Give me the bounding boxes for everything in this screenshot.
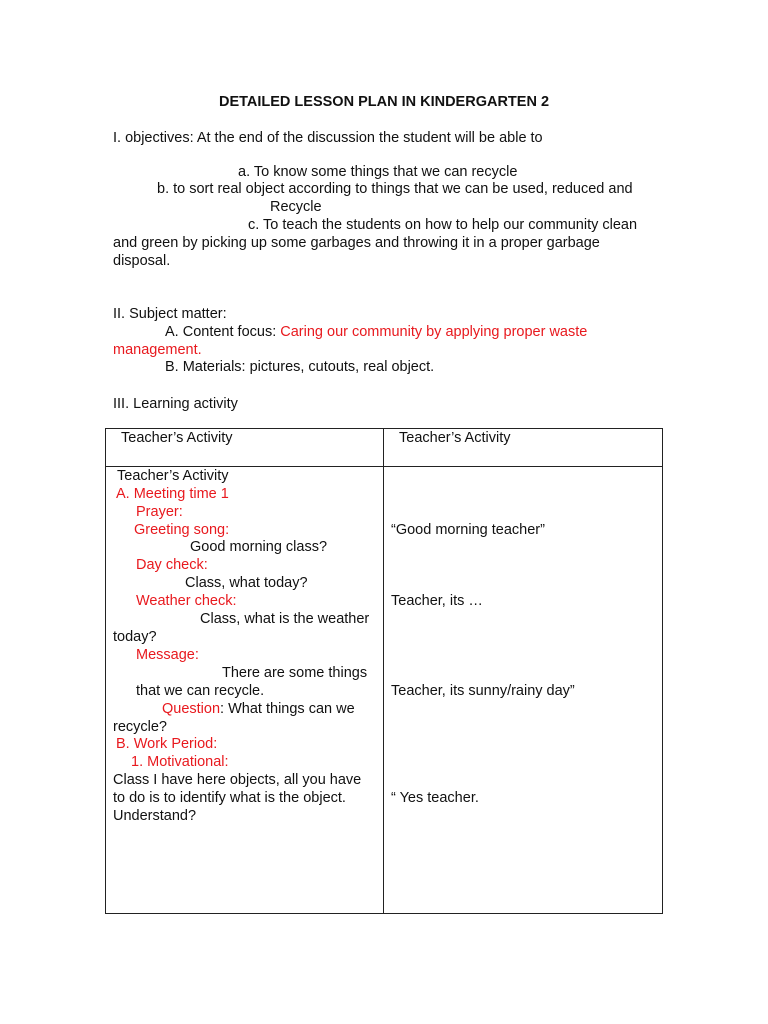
motivational-line1: Class I have here objects, all you have	[113, 772, 362, 788]
materials: B. Materials: pictures, cutouts, real object.	[165, 359, 435, 375]
objectives-intro: I. objectives: At the end of the discussion the student will be able to	[113, 130, 543, 146]
objective-c-line1: c. To teach the students on how to help our community clean	[248, 217, 638, 233]
motivational-line3: Understand?	[113, 808, 197, 824]
learning-activity-table	[105, 428, 663, 914]
pupil-response-cell	[384, 467, 663, 914]
meeting-time-heading: A. Meeting time 1	[116, 486, 229, 502]
header-right-label: Teacher’s Activity	[399, 430, 511, 446]
header-left-label: Teacher’s Activity	[121, 430, 233, 446]
greeting-song-label: Greeting song:	[134, 522, 230, 538]
objective-a: a. To know some things that we can recycle	[238, 164, 518, 180]
message-line2: that we can recycle.	[136, 683, 265, 699]
day-line: Class, what today?	[185, 575, 308, 591]
header-cell-right	[384, 429, 663, 467]
prayer-label: Prayer:	[136, 504, 183, 520]
content-focus-value: Caring our community by applying proper waste	[280, 324, 588, 340]
teacher-activity-cell	[106, 467, 384, 914]
document-title: DETAILED LESSON PLAN IN KINDERGARTEN 2	[218, 94, 550, 110]
teacher-activity-label: Teacher’s Activity	[117, 468, 229, 484]
response-weather: Teacher, its sunny/rainy day”	[391, 683, 575, 699]
table-header-row	[106, 429, 663, 467]
weather-line2: today?	[113, 629, 157, 645]
learning-activity-heading: III. Learning activity	[113, 396, 238, 412]
subject-matter-heading: II. Subject matter:	[113, 306, 227, 322]
header-cell-left	[106, 429, 384, 467]
response-its: Teacher, its …	[391, 593, 483, 609]
content-focus-value-cont: management.	[113, 342, 202, 358]
greeting-line: Good morning class?	[190, 539, 328, 555]
message-line1: There are some things	[222, 665, 368, 681]
motivational-heading: 1. Motivational:	[131, 754, 229, 770]
question-line2: recycle?	[113, 719, 167, 735]
objective-c-line2: and green by picking up some garbages and throwing it in a proper garbage	[113, 235, 600, 251]
message-label: Message:	[136, 647, 199, 663]
response-good-morning: “Good morning teacher”	[391, 522, 545, 538]
question-text: : What things can we	[220, 701, 355, 717]
response-yes-teacher: “ Yes teacher.	[391, 790, 479, 806]
content-focus-label: A. Content focus:	[165, 324, 281, 340]
work-period-heading: B. Work Period:	[116, 736, 218, 752]
table-body-row	[106, 467, 663, 914]
motivational-line2: to do is to identify what is the object.	[113, 790, 346, 806]
content-focus	[165, 323, 587, 341]
question-line1	[162, 700, 355, 718]
day-check-label: Day check:	[136, 557, 208, 573]
objective-b-line1: b. to sort real object according to things that we can be used, reduced and	[157, 181, 633, 197]
objective-b-line2: Recycle	[270, 199, 322, 215]
objective-c-line3: disposal.	[113, 253, 171, 269]
question-label: Question	[162, 701, 221, 717]
weather-line1: Class, what is the weather	[200, 611, 370, 627]
weather-check-label: Weather check:	[136, 593, 237, 609]
